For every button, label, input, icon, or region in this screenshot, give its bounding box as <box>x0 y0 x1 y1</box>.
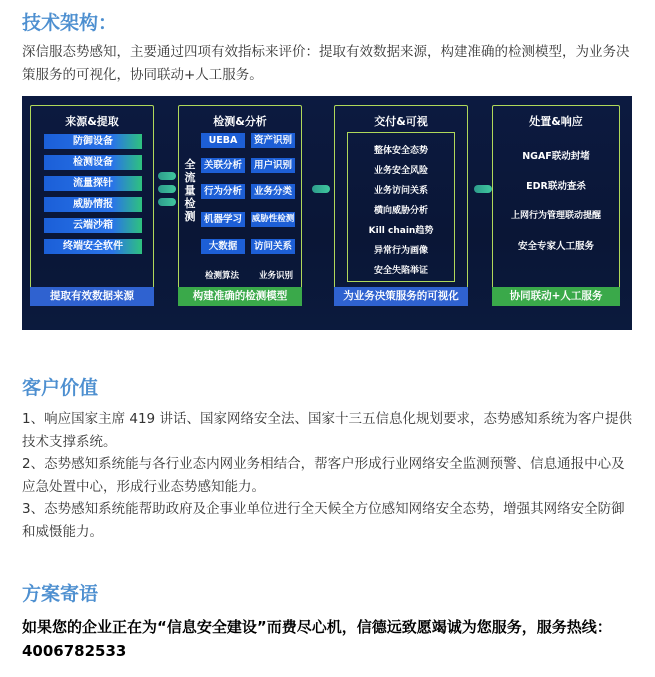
col2-title: 检测&分析 <box>213 115 267 128</box>
source-extract-column <box>30 105 154 297</box>
source-item: 防御设备 <box>44 134 142 149</box>
detect-algorithm-label: 检测算法 <box>205 271 240 281</box>
dispose-item: 安全专家人工服务 <box>517 241 594 252</box>
value-title: 客户价值 <box>22 377 99 399</box>
deliver-item: 安全失陷举证 <box>373 266 428 276</box>
col2-bar: 构建准确的检测模型 <box>178 287 302 306</box>
dispose-item: NGAF联动封堵 <box>522 151 590 162</box>
architecture-diagram <box>22 96 632 330</box>
deliver-item: 业务安全风险 <box>373 166 428 176</box>
deliver-inner-box <box>347 132 455 282</box>
col4-bar: 协同联动+人工服务 <box>492 287 620 306</box>
source-item: 终端安全软件 <box>44 239 142 254</box>
source-item: 威胁情报 <box>44 197 142 212</box>
flow-arrow-icon <box>474 185 492 193</box>
col3-bar: 为业务决策服务的可视化 <box>334 287 468 306</box>
col1-bar: 提取有效数据来源 <box>30 287 154 306</box>
detect-item: 机器学习 <box>201 212 245 227</box>
closing-text: 如果您的企业正在为“信息安全建设”而费尽心机，信德远致愿竭诚为您服务，服务热线：4006782533 <box>22 618 612 660</box>
col4-title: 处置&响应 <box>529 115 583 128</box>
value-point-2: 2、态势感知系统能与各行业态内网业务相结合，帮客户形成行业网络安全监测预警、信息通报中心及应急处置中心，形成行业态势感知能力。 <box>22 456 625 495</box>
closing-title: 方案寄语 <box>22 583 99 605</box>
detect-item: 用户识别 <box>251 158 295 173</box>
business-identify-label: 业务识别 <box>259 271 294 281</box>
dispose-respond-column <box>492 105 620 297</box>
detect-item: 关联分析 <box>201 158 245 173</box>
value-point-3: 3、态势感知系统能帮助政府及企事业单位进行全天候全方位感知网络安全态势，增强其网络安全防御和威慑能力。 <box>22 501 625 540</box>
deliver-item: Kill chain趋势 <box>368 226 434 236</box>
dispose-item: EDR联动查杀 <box>526 181 586 192</box>
deliver-item: 业务访问关系 <box>373 186 428 196</box>
deliver-visual-column <box>334 105 468 297</box>
value-point-1: 1、响应国家主席 419 讲话、国家网络安全法、国家十三五信息化规划要求，态势感知系统为客户提供技术支撑系统。 <box>22 411 632 450</box>
detect-item: 业务分类 <box>251 184 295 199</box>
deliver-item: 异常行为画像 <box>373 246 428 256</box>
flow-arrow-icon <box>158 172 176 180</box>
flow-arrow-icon <box>158 198 176 206</box>
detect-item: UEBA <box>201 133 245 148</box>
detect-item: 资产识别 <box>251 133 295 148</box>
flow-arrow-icon <box>312 185 330 193</box>
detect-item: 威胁性检测 <box>251 212 295 227</box>
flow-arrow-icon <box>158 185 176 193</box>
source-item: 云端沙箱 <box>44 218 142 233</box>
arch-intro: 深信服态势感知，主要通过四项有效指标来评价：提取有效数据来源，构建准确的检测模型，为业务决策服务的可视化，协同联动+人工服务。 <box>22 44 630 83</box>
source-item: 检测设备 <box>44 155 142 170</box>
detect-item: 行为分析 <box>201 184 245 199</box>
detect-item: 访问关系 <box>251 239 295 254</box>
col1-title: 来源&提取 <box>65 115 119 128</box>
detect-item: 大数据 <box>201 239 245 254</box>
col3-title: 交付&可视 <box>374 115 428 128</box>
detect-analyze-column <box>178 105 302 297</box>
dispose-item: 上网行为管理联动提醒 <box>510 211 601 221</box>
deliver-item: 横向威胁分析 <box>373 206 428 216</box>
arch-title: 技术架构： <box>22 12 118 34</box>
source-item: 流量探针 <box>44 176 142 191</box>
full-traffic-label: 全流量检测 <box>184 158 196 223</box>
deliver-item: 整体安全态势 <box>373 146 428 156</box>
value-paragraphs <box>22 408 634 543</box>
